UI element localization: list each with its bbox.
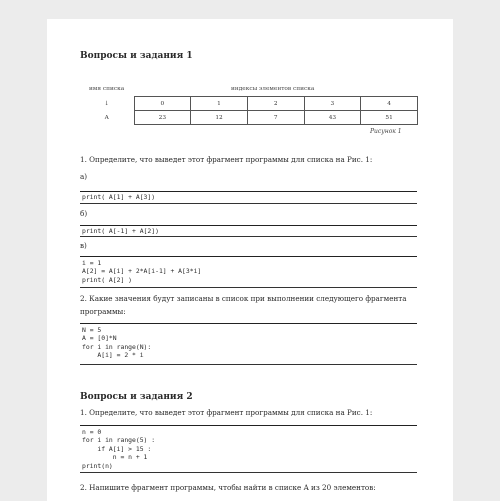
value-cell: 23 (134, 111, 191, 125)
section-2-question-2-text: 2. Напишите фрагмент программы, чтобы найти в списке A из 20 элементов: (80, 483, 376, 492)
part-b-label: б) (80, 209, 88, 218)
table-row-values (80, 111, 418, 125)
table-row-indices (80, 97, 418, 111)
question-2-line-2: программы: (80, 307, 126, 316)
index-cell: 1 (191, 97, 248, 111)
code-block-c: i = 1 A[2] = A[i] + 2*A[i-1] + A[3*i] print( A[2] ) (82, 259, 202, 284)
figure-caption: Рисунок 1 (370, 128, 402, 135)
code-block-a: print( A[1] + A[3]) (82, 193, 156, 201)
code-a-top-rule (80, 191, 417, 192)
arrow-down-icon: ↓ (104, 100, 110, 107)
part-c-label: в) (80, 241, 87, 250)
code-block-b: print( A[-1] + A[2]) (82, 227, 159, 235)
section-1-title: Вопросы и задания 1 (80, 51, 193, 61)
indices-label: индексы элементов списка (231, 86, 315, 92)
value-cell: 12 (191, 111, 248, 125)
code-block-s2-q1: n = 0 for i in range(5) : if A[i] > 15 : n = n + 1 print(n) (82, 428, 156, 470)
code-b-bottom-rule (80, 236, 417, 237)
part-a-label: а) (80, 172, 88, 181)
list-name: A (104, 114, 109, 121)
section-2-question-1-text: 1. Определите, что выведет этот фрагмент программы для списка на Рис. 1: (80, 408, 373, 417)
index-cell: 2 (247, 97, 304, 111)
code-q2-top-rule (80, 323, 417, 324)
list-name-label: имя списка (89, 86, 125, 92)
question-1-text: 1. Определите, что выведет этот фрагмент программы для списка на Рис. 1: (80, 155, 373, 164)
value-cell: 51 (361, 111, 418, 125)
list-table (80, 96, 418, 125)
question-2-line-1: 2. Какие значения будут записаны в список при выполнении следующего фрагмента (80, 294, 407, 303)
code-q2-bottom-rule (80, 364, 417, 365)
code-s2-top-rule (80, 425, 417, 426)
index-cell: 0 (134, 97, 191, 111)
code-s2-bottom-rule (80, 472, 417, 473)
value-cell: 43 (304, 111, 361, 125)
index-cell: 4 (361, 97, 418, 111)
section-2-title: Вопросы и задания 2 (80, 392, 193, 402)
index-cell: 3 (304, 97, 361, 111)
code-c-bottom-rule (80, 287, 417, 288)
value-cell: 7 (247, 111, 304, 125)
code-b-top-rule (80, 225, 417, 226)
code-c-top-rule (80, 256, 417, 257)
code-a-bottom-rule (80, 203, 417, 204)
code-block-q2: N = 5 A = [0]*N for i in range(N): A[i] = 2 * i (82, 326, 152, 360)
